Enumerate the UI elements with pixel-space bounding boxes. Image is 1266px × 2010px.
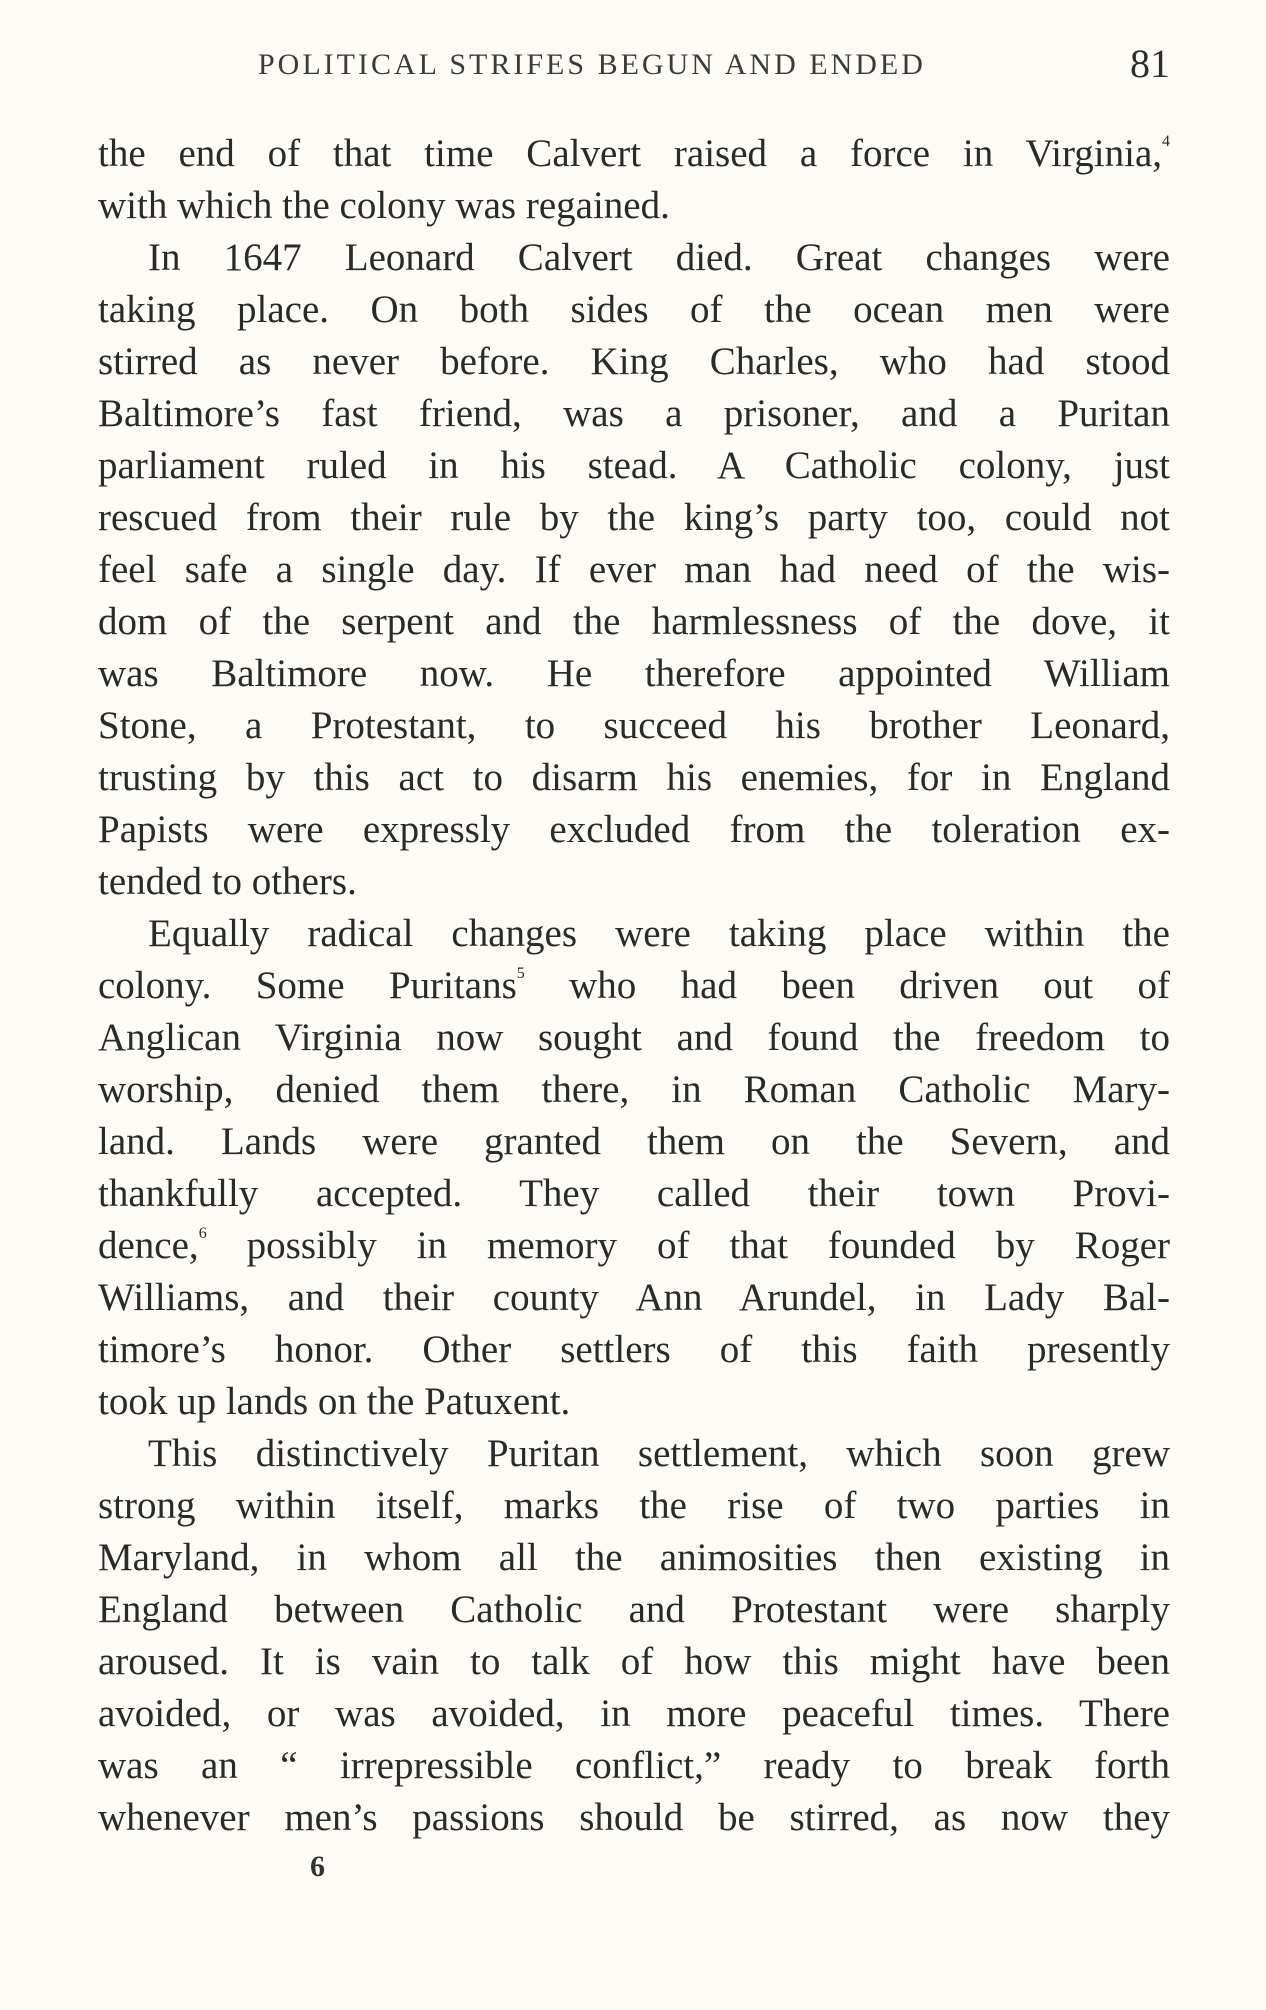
- text-line: Maryland, in whom all the animosities then existing in: [98, 1536, 1170, 1579]
- footnote-marker: 4: [1162, 133, 1170, 150]
- book-page: [98, 0, 1170, 2010]
- text-line: strong within itself, marks the rise of two parties in: [98, 1484, 1170, 1527]
- text-line: took up lands on the Patuxent.: [98, 1380, 571, 1423]
- text-line: worship, denied them there, in Roman Catholic Mary-: [98, 1068, 1170, 1111]
- text-line: with which the colony was regained.: [98, 184, 670, 227]
- running-head: [98, 40, 1170, 92]
- text-line: Stone, a Protestant, to succeed his brother Leonard,: [98, 704, 1170, 747]
- text-line: aroused. It is vain to talk of how this might have been: [98, 1640, 1170, 1683]
- text-line: whenever men’s passions should be stirred, as now they: [98, 1796, 1170, 1839]
- text-line: Papists were expressly excluded from the toleration ex-: [98, 808, 1170, 851]
- text-line: rescued from their rule by the king’s party too, could not: [98, 496, 1170, 539]
- page-number: 81: [1130, 41, 1170, 86]
- text-line: stirred as never before. King Charles, who had stood: [98, 340, 1170, 383]
- text-line: dence,$^6$ possibly in memory of that founded by Roger: [98, 1224, 1170, 1267]
- text-line: thankfully accepted. They called their town Provi-: [98, 1172, 1170, 1215]
- text-line: timore’s honor. Other settlers of this faith presently: [98, 1328, 1170, 1371]
- text-line: the end of that time Calvert raised a force in Virginia,$^4$: [98, 132, 1170, 175]
- running-title: POLITICAL STRIFES BEGUN AND ENDED: [258, 48, 926, 81]
- signature-mark: 6: [310, 1850, 325, 1883]
- text-line: feel safe a single day. If ever man had need of the wis-: [98, 548, 1170, 591]
- text-line: land. Lands were granted them on the Severn, and: [98, 1120, 1170, 1163]
- text-line: was an “ irrepressible conflict,” ready to break forth: [98, 1744, 1170, 1787]
- text-line: colony. Some Puritans$^5$ who had been driven out of: [98, 964, 1170, 1007]
- footnote-marker: 5: [516, 965, 525, 982]
- text-line: taking place. On both sides of the ocean men were: [98, 288, 1170, 331]
- text-line: trusting by this act to disarm his enemies, for in England: [98, 756, 1170, 799]
- text-line: Baltimore’s fast friend, was a prisoner, and a Puritan: [98, 392, 1170, 435]
- text-line: England between Catholic and Protestant were sharply: [98, 1588, 1170, 1631]
- text-line: Williams, and their county Ann Arundel, in Lady Bal-: [98, 1276, 1170, 1319]
- text-line: This distinctively Puritan settlement, which soon grew: [148, 1432, 1170, 1475]
- text-line: tended to others.: [98, 860, 357, 903]
- body-text: [98, 128, 1170, 1844]
- text-line: was Baltimore now. He therefore appointed William: [98, 652, 1170, 695]
- text-line: parliament ruled in his stead. A Catholic colony, just: [98, 444, 1170, 487]
- text-line: Equally radical changes were taking place within the: [148, 912, 1170, 955]
- text-line: avoided, or was avoided, in more peaceful times. There: [98, 1692, 1170, 1735]
- text-line: Anglican Virginia now sought and found the freedom to: [98, 1016, 1170, 1059]
- text-line: In 1647 Leonard Calvert died. Great changes were: [148, 236, 1170, 279]
- footnote-marker: 6: [198, 1225, 207, 1242]
- text-line: dom of the serpent and the harmlessness of the dove, it: [98, 600, 1170, 643]
